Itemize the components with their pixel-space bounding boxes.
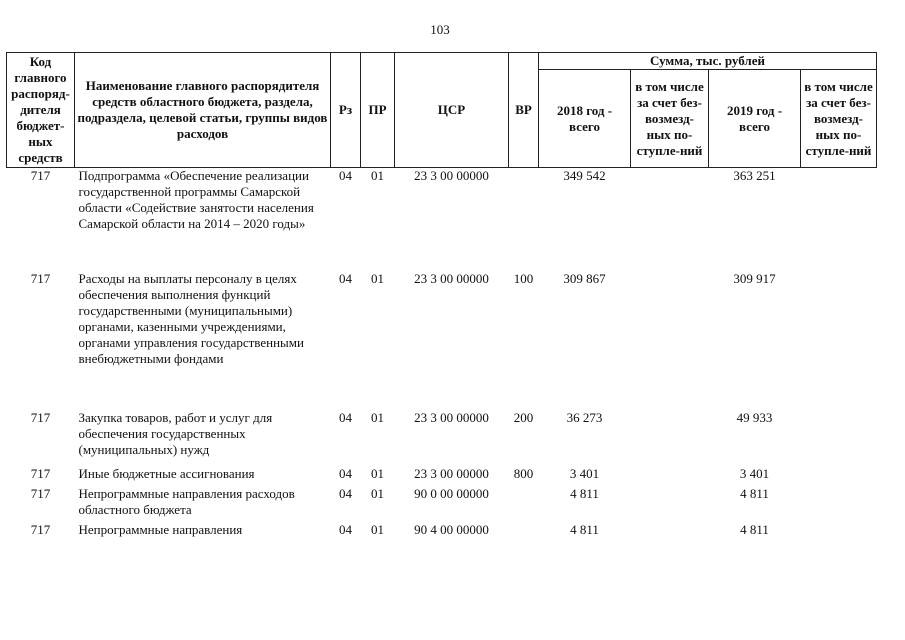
cell-2018-total: 309 867 (563, 271, 606, 286)
cell-rz: 04 (339, 271, 352, 286)
cell-2018-free (631, 522, 709, 542)
cell-2019-free (801, 410, 877, 466)
cell-rz: 04 (339, 466, 352, 481)
cell-name: Закупка товаров, работ и услуг для обеспечения государственных (муниципальных) нужд (78, 410, 273, 457)
header-code: Код главного распоряд-дителя бюджет-ных средств (7, 53, 75, 168)
cell-pr: 01 (371, 522, 384, 537)
header-2019-free: в том числе за счет без-возмезд-ных по-ступле-ний (801, 70, 877, 168)
cell-vr: 200 (513, 410, 534, 425)
cell-vr: 100 (513, 271, 534, 286)
budget-table (6, 52, 877, 542)
table-row (7, 522, 877, 542)
cell-2019-free (801, 522, 877, 542)
cell-2018-free (631, 410, 709, 466)
header-2018-total: 2018 год - всего (539, 70, 631, 168)
cell-pr: 01 (371, 486, 384, 501)
cell-2018-free (631, 486, 709, 522)
cell-2019-total: 4 811 (740, 522, 769, 537)
cell-code: 717 (30, 486, 51, 501)
cell-csr: 23 3 00 00000 (414, 168, 489, 183)
cell-2019-total: 49 933 (736, 410, 773, 425)
header-2018-free: в том числе за счет без-возмезд-ных по-ступле-ний (631, 70, 709, 168)
header-rz: Рз (331, 53, 361, 168)
cell-vr (509, 522, 539, 542)
cell-pr: 01 (371, 410, 384, 425)
cell-name: Непрограммные направления (78, 522, 243, 537)
cell-rz: 04 (339, 168, 352, 183)
cell-2019-free (801, 486, 877, 522)
cell-name: Расходы на выплаты персоналу в целях обеспечения выполнения функций государственными (муниципальными) органами, казенными учреждениями, органами управления государственными внебюджетными фондами (78, 271, 304, 366)
cell-vr (509, 168, 539, 272)
cell-code: 717 (30, 168, 51, 183)
header-csr: ЦСР (395, 53, 509, 168)
header-vr: ВР (509, 53, 539, 168)
cell-rz: 04 (339, 410, 352, 425)
cell-rz: 04 (339, 522, 352, 537)
cell-2018-total: 4 811 (570, 522, 599, 537)
header-sum: Сумма, тыс. рублей (539, 53, 877, 70)
table-row (7, 271, 877, 410)
cell-2019-total: 363 251 (733, 168, 776, 183)
cell-name: Иные бюджетные ассигнования (78, 466, 255, 481)
cell-csr: 23 3 00 00000 (414, 466, 489, 481)
table-row (7, 410, 877, 466)
cell-vr: 800 (513, 466, 534, 481)
cell-code: 717 (30, 271, 51, 286)
cell-2019-total: 309 917 (733, 271, 776, 286)
cell-csr: 23 3 00 00000 (414, 271, 489, 286)
cell-pr: 01 (371, 466, 384, 481)
cell-csr: 23 3 00 00000 (414, 410, 489, 425)
cell-rz: 04 (339, 486, 352, 501)
cell-2019-free (801, 168, 877, 272)
cell-pr: 01 (371, 168, 384, 183)
cell-2018-free (631, 271, 709, 410)
cell-name: Подпрограмма «Обеспечение реализации государственной программы Самарской области «Содействие занятости населения Самарской области на 2014 – 2020 годы» (78, 168, 314, 231)
header-2019-total: 2019 год - всего (709, 70, 801, 168)
cell-csr: 90 4 00 00000 (414, 522, 489, 537)
cell-2018-total: 4 811 (570, 486, 599, 501)
cell-2019-free (801, 271, 877, 410)
cell-code: 717 (30, 410, 51, 425)
header-name: Наименование главного распорядителя средств областного бюджета, раздела, подраздела, целевой статьи, группы видов расходов (75, 53, 331, 168)
cell-2019-total: 3 401 (739, 466, 770, 481)
table-row (7, 466, 877, 486)
cell-name: Непрограммные направления расходов областного бюджета (78, 486, 295, 517)
cell-2018-total: 3 401 (569, 466, 600, 481)
cell-code: 717 (30, 522, 51, 537)
table-row (7, 168, 877, 272)
page-number: 103 (430, 22, 450, 37)
table-row (7, 486, 877, 522)
cell-2019-total: 4 811 (740, 486, 769, 501)
cell-2018-free (631, 168, 709, 272)
cell-2019-free (801, 466, 877, 486)
cell-pr: 01 (371, 271, 384, 286)
cell-csr: 90 0 00 00000 (414, 486, 489, 501)
cell-2018-total: 349 542 (563, 168, 606, 183)
cell-vr (509, 486, 539, 522)
header-pr: ПР (361, 53, 395, 168)
cell-2018-free (631, 466, 709, 486)
cell-code: 717 (30, 466, 51, 481)
cell-2018-total: 36 273 (566, 410, 603, 425)
